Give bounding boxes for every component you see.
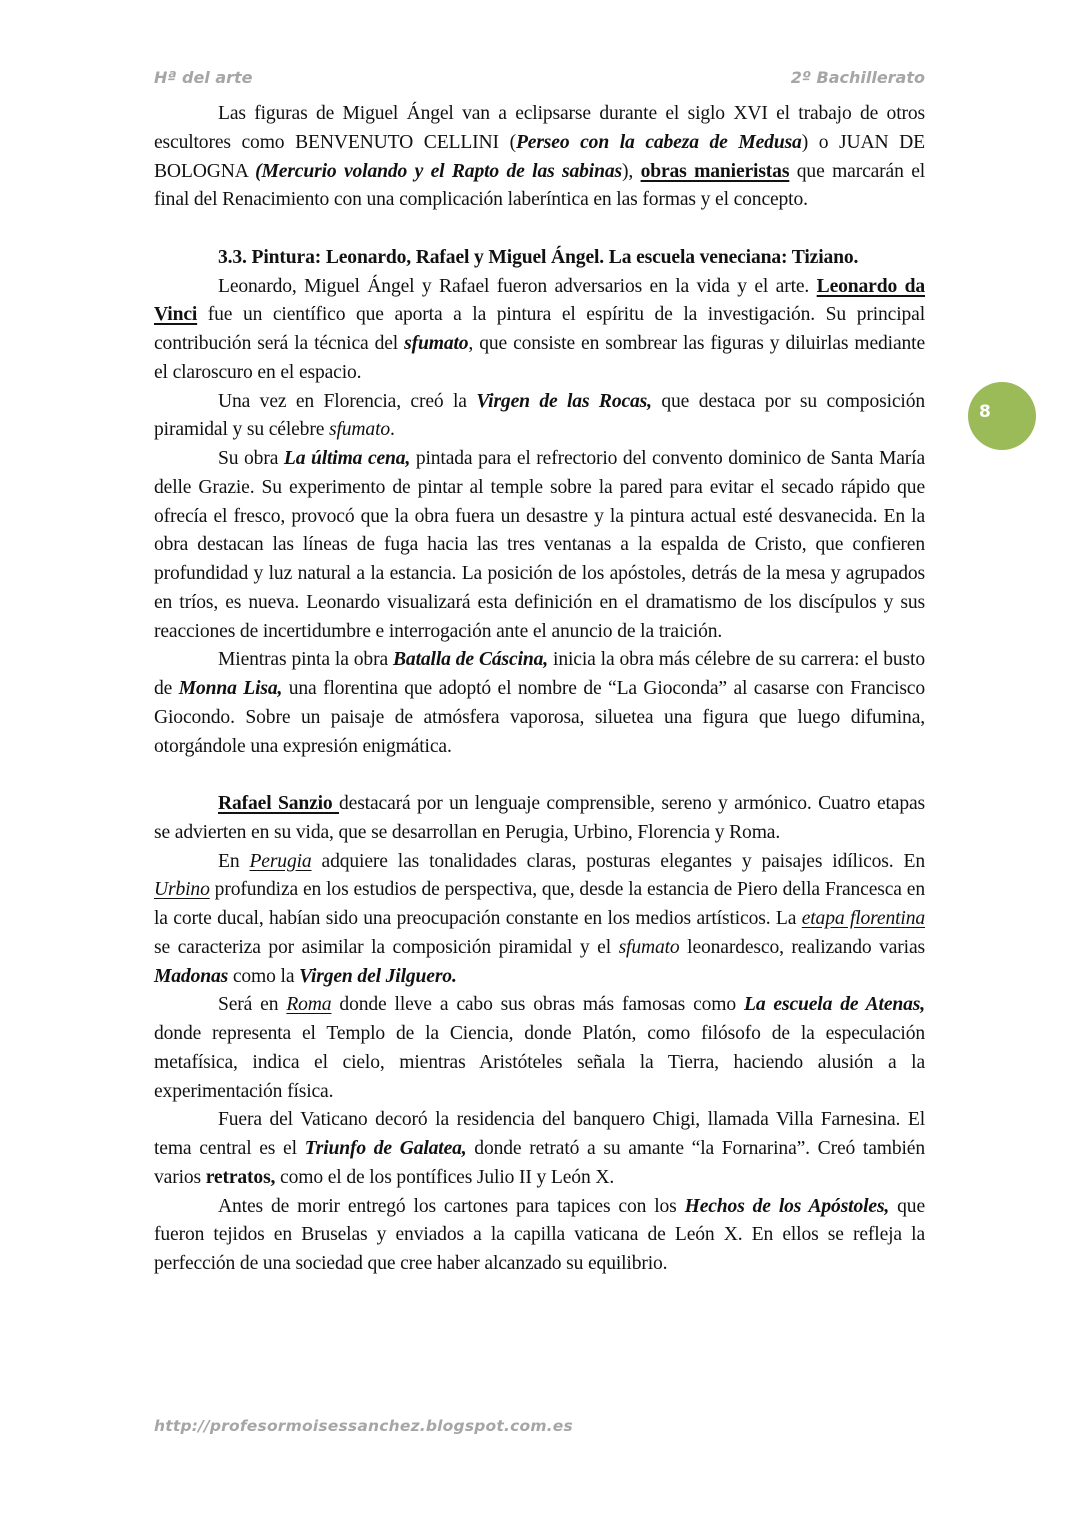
place-term: Urbino (154, 879, 210, 901)
text: leonardesco, realizando varias (679, 936, 925, 958)
text: destacará por un lenguaje comprensible, sereno y armónico. Cuatro etapas se advierten en su vida, que se desarrollan en Perugia, Urbino, Florencia y Roma. (154, 793, 925, 843)
key-term: retratos, (205, 1166, 276, 1188)
text: ), (621, 160, 641, 182)
work-title: Perseo con la cabeza de Medusa (515, 131, 802, 153)
text: En (218, 850, 250, 872)
place-term: etapa florentina (801, 908, 925, 929)
work-title: Virgen del Jilguero. (299, 965, 457, 987)
text: que fueron tejidos en Bruselas y enviados a la capilla vaticana de León X. En ellos se refleja la perfección de una sociedad que cree haber alcanzado su equilibrio. (154, 1195, 926, 1274)
work-title: Monna Lisa, (178, 678, 283, 699)
work-title: Virgen de las Rocas, (476, 390, 652, 412)
text: como la (228, 965, 300, 987)
text: profundiza en los estudios de perspectiva, que, desde la estancia de Piero della Francesca en la corte ducal, habían sido una preocupación constante en los medios artísticos. La (154, 879, 925, 929)
key-term: obras manieristas (640, 160, 790, 182)
text: Las figuras de Miguel Ángel van a eclipsarse durante el siglo XVI el trabajo de otros escultores como BENVENUTO CELLINI ( (154, 103, 925, 153)
text: Leonardo, Miguel Ángel y Rafael fueron adversarios en la vida y el arte. (218, 275, 817, 297)
paragraph-leonardo-intro (154, 273, 925, 388)
text: una florentina que adoptó el nombre de “La Gioconda” al casarse con Francisco Giocondo. Sobre un paisaje de atmósfera vaporosa, siluetea una figura que luego difumina, otorgándole una expresión enigmática. (154, 678, 925, 757)
artist-name: Leonardo da Vinci (154, 275, 926, 326)
paragraph-monna-lisa (154, 646, 925, 761)
text: Será en (218, 994, 287, 1016)
text: Una vez en Florencia, creó la (218, 390, 477, 412)
text: adquiere las tonalidades claras, posturas elegantes y paisajes idílicos. En (311, 850, 925, 872)
spacer (154, 761, 925, 790)
header-subject: Hª del arte (154, 68, 253, 87)
text: que destaca por su composición piramidal y su célebre (154, 390, 925, 441)
text: Fuera del Vaticano decoró la residencia del banquero Chigi, llamada Villa Farnesina. El tema central es el (154, 1109, 925, 1159)
text: inicia la obra más célebre de su carrera: el busto de (154, 649, 925, 699)
artist-name: Rafael Sanzio (218, 793, 340, 814)
text: donde retrató a su amante “la Fornarina”. Creó también varios (154, 1138, 925, 1188)
work-title: Madonas (154, 965, 229, 987)
work-title: La escuela de Atenas, (744, 994, 926, 1016)
place-term: Roma (286, 994, 332, 1016)
work-title: Triunfo de Galatea, (304, 1138, 467, 1159)
work-title: (Mercurio volando y el Rapto de las sabinas (255, 160, 622, 182)
work-title: La última cena, (283, 448, 411, 469)
paragraph-rafael-stages (154, 848, 925, 992)
text: , que consiste en sombrear las figuras y diluirlas mediante el claroscuro en el espacio. (154, 333, 925, 383)
paragraph-virgen-rocas (154, 388, 925, 446)
text: donde representa el Templo de la Ciencia, donde Platón, como filósofo de la especulación metafísica, indica el cielo, mientras Aristóteles señala la Tierra, haciendo alusión a la experimentación física. (154, 1023, 925, 1102)
key-term: sfumato (618, 936, 680, 958)
paragraph-villa-farnesina (154, 1106, 925, 1192)
key-term: sfumato (404, 333, 469, 354)
work-title: Hechos de los Apóstoles, (684, 1195, 890, 1217)
work-title: Batalla de Cáscina, (393, 649, 549, 671)
page-header (154, 68, 925, 94)
paragraph-ultima-cena (154, 445, 925, 646)
text: ) o JUAN DE BOLOGNA (154, 131, 926, 182)
paragraph-tapices (154, 1193, 925, 1279)
header-course: 2º Bachillerato (790, 68, 925, 87)
key-term: sfumato (329, 419, 391, 441)
section-heading: 3.3. Pintura: Leonardo, Rafael y Miguel Ángel. La escuela veneciana: Tiziano. (218, 246, 859, 268)
text: . (390, 419, 395, 441)
text: Antes de morir entregó los cartones para tapices con los (218, 1195, 685, 1217)
text: pintada para el refrectorio del convento dominico de Santa María delle Grazie. Su experimento de pintar al temple sobre la pared para evitar el secado rápido que ofrecía el fresco, provocó que la obra fuera un desastre y la pintura actual esté desvanecida. En la obra destacan las líneas de fuga hacia las tres ventanas a la espalda de Cristo, que confieren profundidad y luz natural a la estancia. La posición de los apóstoles, detrás de la mesa y agrupados en tríos, es nueva. Leonardo visualizará esta definición en el dramatismo de los discípulos y sus reacciones de incertidumbre e interrogación ante el anuncio de la traición. (154, 448, 925, 642)
text: Mientras pinta la obra (218, 649, 394, 671)
text: Su obra (218, 448, 284, 469)
place-term: Perugia (249, 850, 312, 872)
text: que marcarán el final del Renacimiento con una complicación laberíntica en las formas y el concepto. (154, 160, 926, 211)
page-number: 8 (979, 402, 991, 422)
text: fue un científico que aporta a la pintura el espíritu de la investigación. Su principal contribución será la técnica del (154, 304, 925, 354)
paragraph-rafael-roma (154, 991, 925, 1106)
text: como el de los pontífices Julio II y León X. (275, 1166, 615, 1188)
footer-blog-url: http://profesormoisessanchez.blogspot.com.es (154, 1417, 573, 1435)
document-body (154, 100, 925, 1279)
text: se caracteriza por asimilar la composición piramidal y el (154, 936, 619, 958)
page-number-badge (968, 382, 1036, 450)
spacer (154, 215, 925, 244)
paragraph-rafael-intro (154, 790, 925, 848)
text: donde lleve a cabo sus obras más famosas como (331, 994, 744, 1016)
paragraph-mannerist-sculptors (154, 100, 925, 215)
